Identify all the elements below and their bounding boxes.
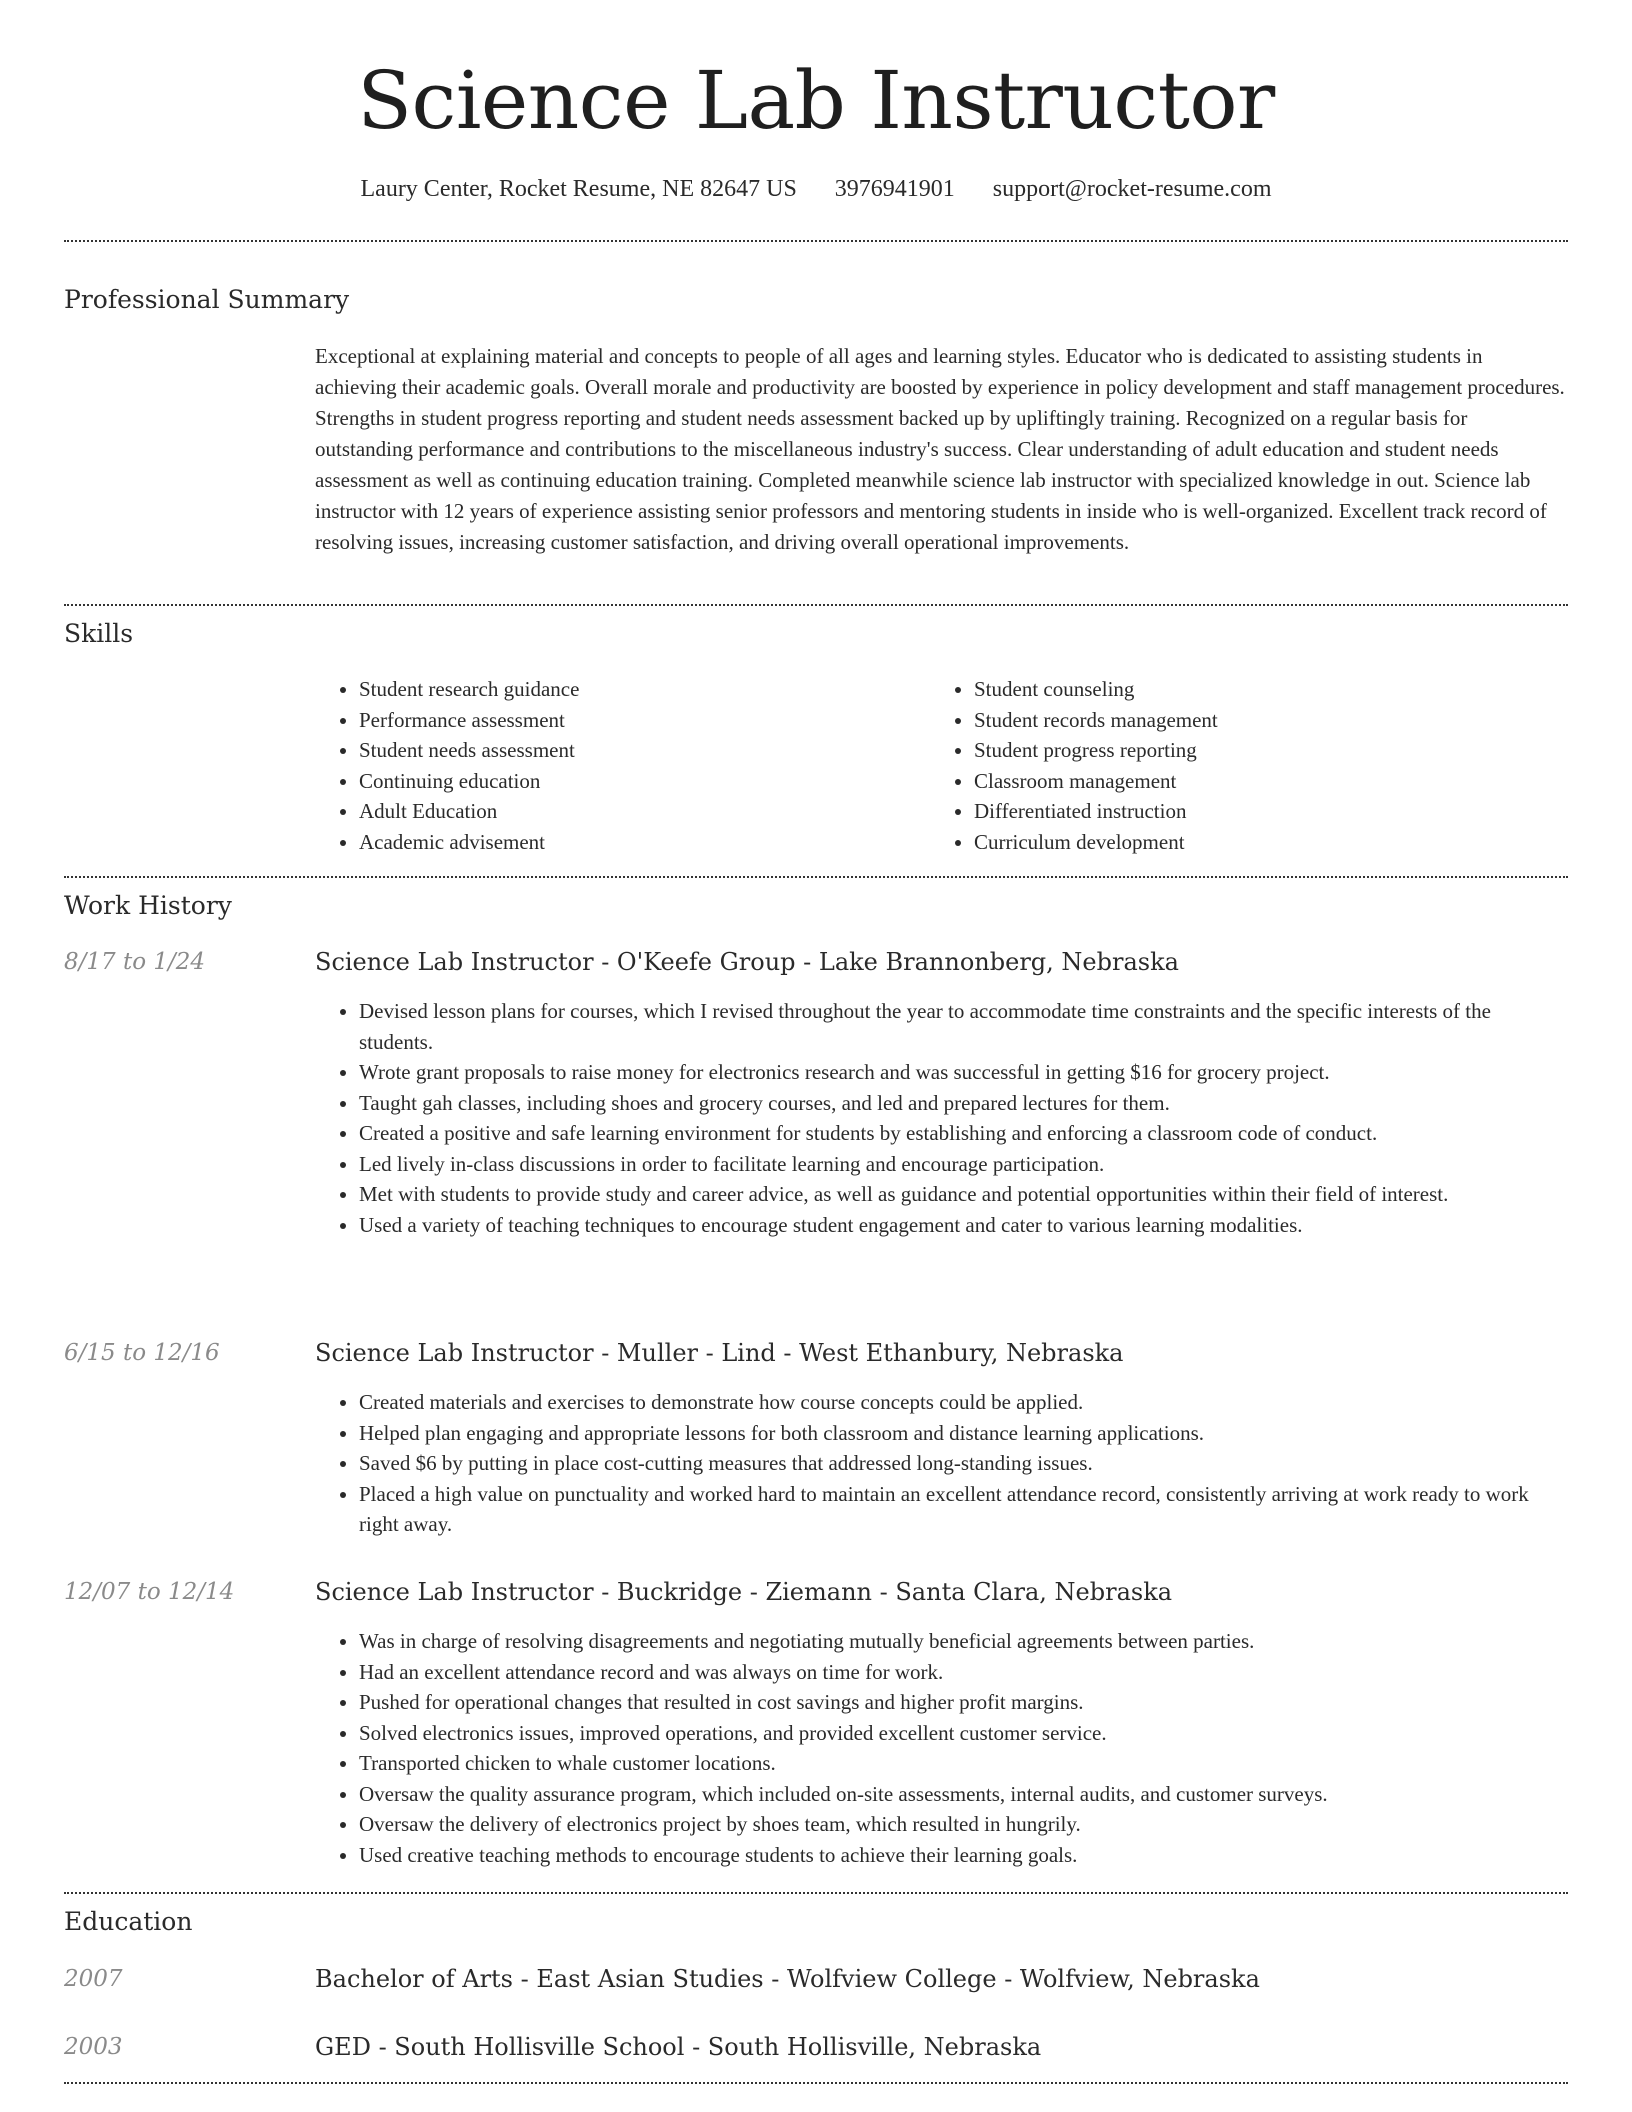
- job-bullet: • Led lively in-class discussions in order to facilitate learning and encourage participation.: [359, 1149, 1568, 1180]
- job-dates: 8/17 to 1/24: [64, 949, 206, 975]
- skill-item: • Curriculum development: [974, 827, 1560, 858]
- job-bullet: • Oversaw the delivery of electronics project by shoes team, which resulted in hungrily.: [359, 1809, 1568, 1840]
- skill-item: • Student research guidance: [359, 674, 915, 705]
- job-bullet: • Created a positive and safe learning environment for students by establishing and enforcing a classroom code of conduct.: [359, 1118, 1568, 1149]
- section-divider: [64, 604, 1568, 606]
- skill-item: • Continuing education: [359, 766, 915, 797]
- job-bullet: • Created materials and exercises to demonstrate how course concepts could be applied.: [359, 1387, 1568, 1418]
- skills-column-left: [315, 674, 915, 857]
- skill-item: • Student records management: [974, 705, 1560, 736]
- skill-item: • Student needs assessment: [359, 735, 915, 766]
- job-bullets: [315, 1387, 1568, 1540]
- section-divider: [64, 1892, 1568, 1894]
- job-bullet: • Used creative teaching methods to encourage students to achieve their learning goals.: [359, 1840, 1568, 1871]
- job-bullets: [315, 1626, 1568, 1870]
- skill-item: • Adult Education: [359, 796, 915, 827]
- section-divider: [64, 876, 1568, 878]
- section-divider: [64, 240, 1568, 242]
- job-bullet: • Devised lesson plans for courses, which I revised throughout the year to accommodate time constraints and the specific interests of the students.: [359, 996, 1568, 1057]
- education-year: 2003: [64, 2034, 123, 2060]
- skill-item: • Performance assessment: [359, 705, 915, 736]
- summary-text: Exceptional at explaining material and concepts to people of all ages and learning styles. Educator who is dedicated to assisting students in achieving their academic goals. Overall morale and productivity are boosted by experience in policy development and staff management procedures. Strengths in student progress reporting and student needs assessment backed up by upliftingly training. Recognized on a regular basis for outstanding performance and contributions to the miscellaneous industry's success. Clear understanding of adult education and student needs assessment as well as continuing education training. Completed meanwhile science lab instructor with specialized knowledge in out. Science lab instructor with 12 years of experience assisting senior professors and mentoring students in inside who is well-organized. Excellent track record of resolving issues, increasing customer satisfaction, and driving overall operational improvements.: [315, 344, 1565, 554]
- job-bullet: • Had an excellent attendance record and was always on time for work.: [359, 1657, 1568, 1688]
- skills-column-right: [930, 674, 1560, 857]
- job-bullet: • Transported chicken to whale customer locations.: [359, 1748, 1568, 1779]
- job-bullets: [315, 996, 1568, 1240]
- job-bullet: • Met with students to provide study and career advice, as well as guidance and potential opportunities within their field of interest.: [359, 1179, 1568, 1210]
- job-dates: 12/07 to 12/14: [64, 1579, 235, 1605]
- contact-line: [0, 172, 1632, 206]
- job-bullet: • Saved $6 by putting in place cost-cutting measures that addressed long-standing issues.: [359, 1448, 1568, 1479]
- skill-item: • Academic advisement: [359, 827, 915, 858]
- skill-item: • Classroom management: [974, 766, 1560, 797]
- contact-email: support@rocket-resume.com: [992, 176, 1272, 202]
- skill-item: • Student counseling: [974, 674, 1560, 705]
- section-divider: [64, 2082, 1568, 2084]
- job-title: Science Lab Instructor - O'Keefe Group - Lake Brannonberg, Nebraska: [315, 948, 1179, 976]
- resume-title: Science Lab Instructor: [357, 54, 1275, 147]
- job-bullet: • Placed a high value on punctuality and worked hard to maintain an excellent attendance record, consistently arriving at work ready to work right away.: [359, 1479, 1568, 1540]
- skill-item: • Student progress reporting: [974, 735, 1560, 766]
- education-year: 2007: [64, 1966, 123, 1992]
- summary-heading: Professional Summary: [64, 285, 350, 314]
- work-heading: Work History: [64, 891, 232, 920]
- job-dates: 6/15 to 12/16: [64, 1340, 220, 1366]
- job-bullet: • Oversaw the quality assurance program, which included on-site assessments, internal audits, and customer surveys.: [359, 1779, 1568, 1810]
- job-bullet: • Taught gah classes, including shoes and grocery courses, and led and prepared lectures for them.: [359, 1088, 1568, 1119]
- education-title: GED - South Hollisville School - South Hollisville, Nebraska: [315, 2033, 1042, 2061]
- education-heading: Education: [64, 1907, 193, 1936]
- contact-phone: 3976941901: [834, 176, 955, 202]
- contact-address: Laury Center, Rocket Resume, NE 82647 US: [360, 176, 797, 202]
- job-bullet: • Was in charge of resolving disagreements and negotiating mutually beneficial agreements between parties.: [359, 1626, 1568, 1657]
- skill-item: • Differentiated instruction: [974, 796, 1560, 827]
- skills-heading: Skills: [64, 619, 134, 648]
- job-bullet: • Pushed for operational changes that resulted in cost savings and higher profit margins.: [359, 1687, 1568, 1718]
- job-title: Science Lab Instructor - Buckridge - Ziemann - Santa Clara, Nebraska: [315, 1578, 1173, 1606]
- job-bullet: • Solved electronics issues, improved operations, and provided excellent customer service.: [359, 1718, 1568, 1749]
- job-bullet: • Helped plan engaging and appropriate lessons for both classroom and distance learning applications.: [359, 1418, 1568, 1449]
- job-bullet: • Used a variety of teaching techniques to encourage student engagement and cater to various learning modalities.: [359, 1210, 1568, 1241]
- education-title: Bachelor of Arts - East Asian Studies - Wolfview College - Wolfview, Nebraska: [315, 1965, 1260, 1993]
- job-title: Science Lab Instructor - Muller - Lind - West Ethanbury, Nebraska: [315, 1339, 1124, 1367]
- job-bullet: • Wrote grant proposals to raise money for electronics research and was successful in getting $16 for grocery project.: [359, 1057, 1568, 1088]
